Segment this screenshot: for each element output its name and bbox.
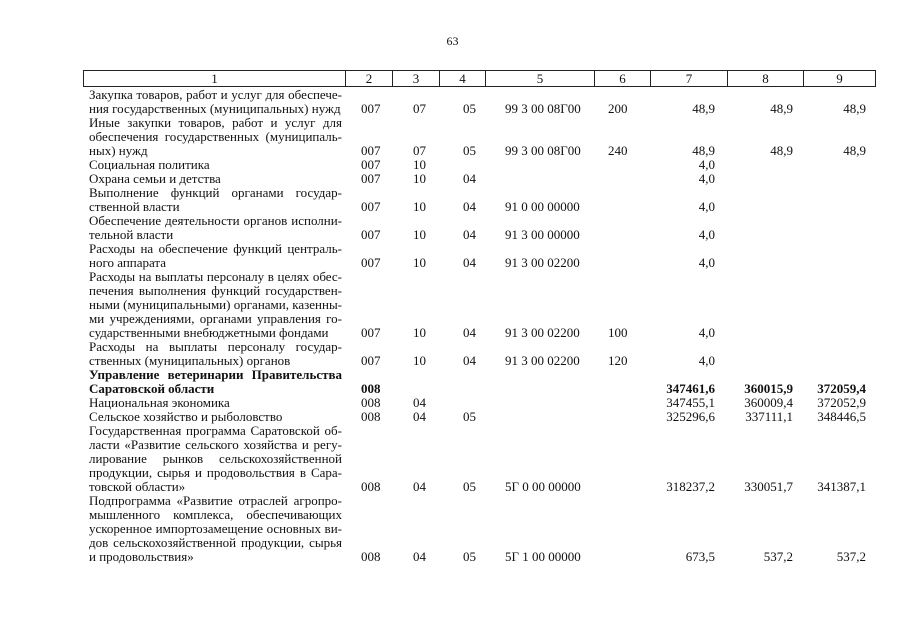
row-col-4: 04 [463, 255, 476, 270]
row-col-2: 007 [361, 227, 381, 242]
header-col-1: 1 [84, 71, 346, 86]
table-row [0, 214, 905, 242]
row-col-7: 48,9 [692, 143, 715, 158]
row-col-3: 10 [413, 353, 426, 368]
row-name: Управление ветеринарии Правительства Саратовской области [89, 367, 342, 396]
row-col-2: 008 [361, 409, 381, 424]
row-col-2: 008 [361, 381, 381, 396]
row-name: Государственная программа Саратовской об-ласти «Развитие сельского хозяйства и регу-лирование рынков сельскохозяйственной продукции, сырья и продовольствия в Сара-товской области» [89, 423, 342, 494]
row-col-2: 007 [361, 255, 381, 270]
row-col-4: 04 [463, 353, 476, 368]
row-col-2: 007 [361, 157, 381, 172]
budget-table-body [0, 88, 905, 564]
row-col-5: 91 3 00 02200 [505, 255, 580, 270]
table-row [0, 158, 905, 172]
row-col-4: 05 [463, 409, 476, 424]
header-col-3: 3 [393, 71, 440, 86]
row-col-2: 007 [361, 353, 381, 368]
table-row [0, 340, 905, 368]
header-col-6: 6 [595, 71, 651, 86]
row-col-2: 008 [361, 395, 381, 410]
table-row [0, 270, 905, 340]
row-col-4: 05 [463, 549, 476, 564]
row-col-2: 008 [361, 479, 381, 494]
row-col-7: 4,0 [698, 227, 715, 242]
table-row [0, 424, 905, 494]
table-row [0, 116, 905, 158]
row-col-6: 120 [608, 353, 628, 368]
table-row [0, 186, 905, 214]
row-col-3: 04 [413, 409, 426, 424]
row-col-8: 48,9 [770, 143, 793, 158]
row-col-9: 48,9 [843, 143, 866, 158]
row-col-2: 007 [361, 325, 381, 340]
row-col-6: 200 [608, 101, 628, 116]
row-col-5: 99 3 00 08Г00 [505, 101, 581, 116]
row-col-3: 07 [413, 101, 426, 116]
row-col-3: 10 [413, 325, 426, 340]
table-row [0, 368, 905, 396]
row-col-5: 99 3 00 08Г00 [505, 143, 581, 158]
table-row [0, 242, 905, 270]
page-number: 63 [446, 34, 459, 48]
table-header [83, 70, 876, 87]
row-col-4: 04 [463, 199, 476, 214]
row-col-4: 05 [463, 479, 476, 494]
row-col-9: 372052,9 [817, 395, 866, 410]
header-col-5: 5 [486, 71, 595, 86]
row-col-4: 04 [463, 171, 476, 186]
row-col-7: 48,9 [692, 101, 715, 116]
header-col-7: 7 [651, 71, 728, 86]
header-col-9: 9 [836, 71, 843, 86]
header-col-2: 2 [346, 71, 393, 86]
row-name: Расходы на выплаты персоналу государ-ственных (муниципальных) органов [89, 339, 342, 368]
row-col-2: 007 [361, 101, 381, 116]
row-col-3: 04 [413, 549, 426, 564]
row-col-2: 007 [361, 171, 381, 186]
row-col-7: 4,0 [698, 353, 715, 368]
row-col-9: 372059,4 [817, 381, 866, 396]
row-col-8: 360015,9 [744, 381, 793, 396]
row-col-8: 48,9 [770, 101, 793, 116]
row-col-6: 100 [608, 325, 628, 340]
row-col-7: 4,0 [698, 325, 715, 340]
row-col-2: 008 [361, 549, 381, 564]
row-col-7: 325296,6 [666, 409, 715, 424]
row-name: Социальная политика [89, 157, 210, 172]
row-col-3: 10 [413, 255, 426, 270]
row-col-2: 007 [361, 199, 381, 214]
row-col-5: 91 3 00 02200 [505, 325, 580, 340]
row-col-7: 4,0 [698, 199, 715, 214]
row-col-4: 05 [463, 143, 476, 158]
row-col-7: 318237,2 [666, 479, 715, 494]
row-name: Охрана семьи и детства [89, 171, 221, 186]
row-name: Расходы на выплаты персоналу в целях обес-печения выполнения функций государствен-ными (муниципальными) органами, казенны-ми учреждениями, органами управления го-сударственными внебюджетными фондами [89, 269, 343, 340]
row-col-6: 240 [608, 143, 628, 158]
header-col-8: 8 [728, 71, 804, 86]
row-col-8: 360009,4 [744, 395, 793, 410]
row-name: Выполнение функций органами государ-ственной власти [89, 185, 342, 214]
row-col-3: 10 [413, 227, 426, 242]
row-col-5: 91 3 00 00000 [505, 227, 580, 242]
row-col-9: 48,9 [843, 101, 866, 116]
table-row [0, 494, 905, 564]
row-col-8: 537,2 [763, 549, 793, 564]
row-col-5: 5Г 0 00 00000 [505, 479, 581, 494]
row-col-7: 4,0 [698, 171, 715, 186]
row-col-9: 348446,5 [817, 409, 866, 424]
row-col-7: 4,0 [698, 157, 715, 172]
row-col-3: 10 [413, 157, 426, 172]
row-col-9: 341387,1 [817, 479, 866, 494]
row-col-4: 05 [463, 101, 476, 116]
row-name: Обеспечение деятельности органов исполни-тельной власти [89, 213, 342, 242]
row-col-5: 91 0 00 00000 [505, 199, 580, 214]
table-row [0, 88, 905, 116]
row-col-9: 537,2 [836, 549, 866, 564]
row-col-3: 07 [413, 143, 426, 158]
row-name: Национальная экономика [89, 395, 230, 410]
row-name: Подпрограмма «Развитие отраслей агропро-мышленного комплекса, обеспечивающих ускоренное импортозамещение основных ви-дов сельскохозяйственной продукции, сырья и продовольствия» [89, 493, 342, 564]
row-name: Расходы на обеспечение функций централь-ного аппарата [89, 241, 342, 270]
row-name: Закупка товаров, работ и услуг для обеспече-ния государственных (муниципальных) нужд [89, 87, 342, 116]
row-col-7: 673,5 [685, 549, 715, 564]
row-col-5: 91 3 00 02200 [505, 353, 580, 368]
row-col-2: 007 [361, 143, 381, 158]
row-col-5: 5Г 1 00 00000 [505, 549, 581, 564]
table-row [0, 172, 905, 186]
row-name: Иные закупки товаров, работ и услуг для обеспечения государственных (муниципаль-ных) нужд [89, 115, 342, 158]
row-name: Сельское хозяйство и рыболовство [89, 409, 283, 424]
table-row [0, 410, 905, 424]
row-col-3: 10 [413, 171, 426, 186]
row-col-3: 04 [413, 395, 426, 410]
row-col-3: 10 [413, 199, 426, 214]
header-col-4: 4 [440, 71, 486, 86]
row-col-7: 4,0 [698, 255, 715, 270]
row-col-3: 04 [413, 479, 426, 494]
row-col-8: 330051,7 [744, 479, 793, 494]
table-row [0, 396, 905, 410]
row-col-8: 337111,1 [745, 409, 793, 424]
row-col-4: 04 [463, 227, 476, 242]
row-col-7: 347461,6 [666, 381, 715, 396]
row-col-7: 347455,1 [666, 395, 715, 410]
row-col-4: 04 [463, 325, 476, 340]
